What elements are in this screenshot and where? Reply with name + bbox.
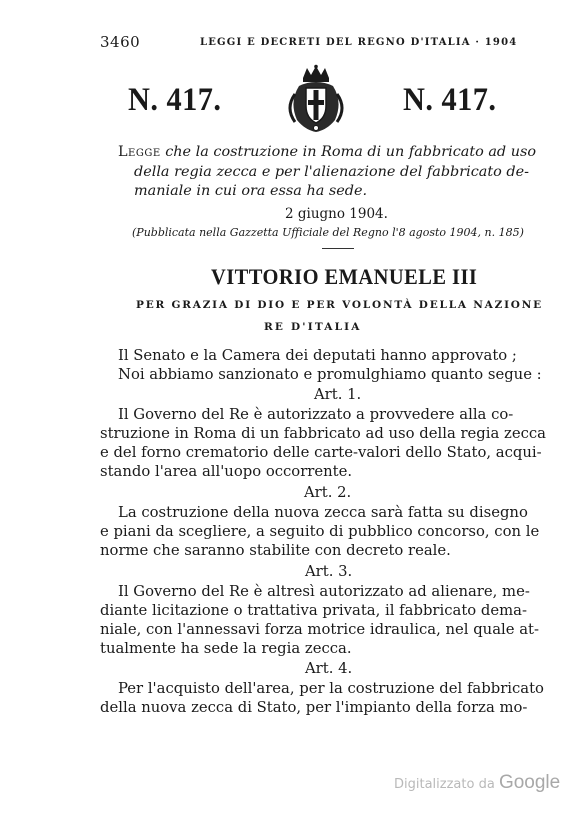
king-title: RE D'ITALIA bbox=[264, 321, 362, 333]
article-3-line-1: Il Governo del Re è altresì autorizzato ad alienare, me- bbox=[118, 583, 530, 600]
article-1-line-2: struzione in Roma di un fabbricato ad uso della regia zecca bbox=[100, 425, 546, 442]
divider bbox=[322, 248, 354, 249]
digitization-watermark bbox=[394, 772, 560, 794]
law-number-left: N. 417. bbox=[128, 82, 222, 118]
law-date: 2 giugno 1904. bbox=[285, 206, 388, 222]
article-2-line-3: norme che saranno stabilite con decreto reale. bbox=[100, 542, 451, 559]
law-number-right: N. 417. bbox=[403, 82, 497, 118]
law-title-line-3: maniale in cui ora essa ha sede. bbox=[134, 183, 368, 199]
article-2-line-1: La costruzione della nuova zecca sarà fatta su disegno bbox=[118, 504, 528, 521]
article-heading-4: Art. 4. bbox=[305, 660, 353, 677]
article-1-line-3: e del forno crematorio delle carte-valori dello Stato, acqui- bbox=[100, 444, 542, 461]
article-3-line-2: diante licitazione o trattativa privata, il fabbricato dema- bbox=[100, 602, 527, 619]
running-head: LEGGI E DECRETI DEL REGNO D'ITALIA · 1904 bbox=[200, 37, 518, 48]
law-title-line-2: della regia zecca e per l'alienazione del fabbricato de- bbox=[134, 163, 529, 180]
article-2-line-2: e piani da scegliere, a seguito di pubblico concorso, con le bbox=[100, 523, 540, 540]
article-heading-1: Art. 1. bbox=[314, 386, 362, 403]
article-3-line-4: tualmente ha sede la regia zecca. bbox=[100, 640, 352, 657]
article-1-line-1: Il Governo del Re è autorizzato a provvedere alla co- bbox=[118, 406, 514, 423]
law-title-lead: Legge bbox=[118, 144, 161, 160]
page-number: 3460 bbox=[100, 33, 141, 51]
preamble-line-2: Noi abbiamo sanzionato e promulghiamo quanto segue : bbox=[118, 366, 542, 383]
king-name: VITTORIO EMANUELE III bbox=[211, 264, 478, 289]
gazette-note: (Pubblicata nella Gazzetta Ufficiale del Regno l'8 agosto 1904, n. 185) bbox=[132, 226, 524, 239]
watermark-prefix: Digitalizzato da bbox=[394, 777, 495, 792]
article-4-line-1: Per l'acquisto dell'area, per la costruzione del fabbricato bbox=[118, 680, 544, 697]
king-grace: PER GRAZIA DI DIO E PER VOLONTÀ DELLA NAZIONE bbox=[136, 299, 543, 311]
article-1-line-4: stando l'area all'uopo occorrente. bbox=[100, 463, 353, 480]
watermark-brand: Google bbox=[498, 772, 561, 793]
preamble-line-1: Il Senato e la Camera dei deputati hanno approvato ; bbox=[118, 347, 517, 364]
law-title-line-1: che la costruzione in Roma di un fabbricato ad uso bbox=[165, 144, 537, 160]
law-title bbox=[118, 143, 568, 202]
savoy-coat-of-arms-icon bbox=[281, 64, 351, 134]
article-3-line-3: niale, con l'annessavi forza motrice idraulica, nel quale at- bbox=[100, 621, 539, 638]
article-4-line-2: della nuova zecca di Stato, per l'impianto della forza mo- bbox=[100, 699, 528, 716]
article-heading-3: Art. 3. bbox=[305, 563, 353, 580]
article-heading-2: Art. 2. bbox=[304, 484, 352, 501]
